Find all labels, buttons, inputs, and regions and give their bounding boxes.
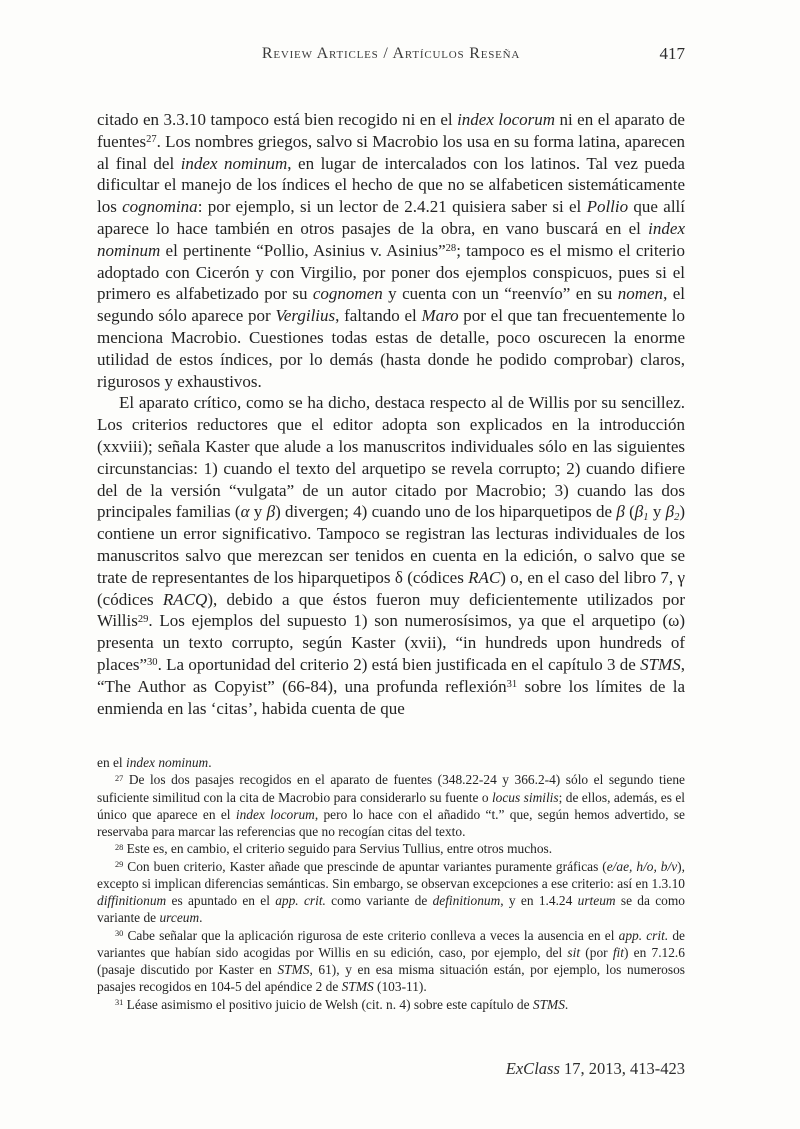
text-run: 17, 2013, 413-423 — [559, 1059, 685, 1078]
italic-text: app. crit. — [618, 927, 669, 943]
text-run: . — [199, 910, 203, 926]
superscript-note-ref: 29 — [115, 859, 124, 869]
italic-text: urceum — [159, 910, 200, 926]
italic-text: STMS — [532, 996, 565, 1012]
text-run: ) en 7.12.6 (pasaje discutido por Kaster en — [97, 944, 685, 977]
journal-citation — [97, 1059, 685, 1079]
italic-text: index locorum — [457, 110, 556, 129]
text-run: en el — [97, 755, 126, 770]
page-number: 417 — [659, 44, 685, 63]
footnote — [97, 927, 685, 996]
italic-text: Pollio — [586, 197, 629, 217]
text-run: ), excepto si implican diferencias semánticas. Sin embargo, se observan excepciones a ese criterio: así en 1.3.10 — [97, 858, 685, 891]
text-run: y — [249, 502, 267, 522]
article-body — [97, 109, 685, 719]
italic-text: nomen — [617, 284, 664, 304]
italic-text: STMS — [341, 979, 374, 995]
text-run: como variante de — [325, 893, 433, 908]
text-run: , el segundo sólo aparece por — [97, 284, 685, 326]
superscript-note-ref: 31 — [506, 678, 518, 690]
text-run: ; de ellos, además, es el único que aparece en el — [97, 789, 685, 822]
text-run: : por ejemplo, si un lector de 2.4.21 quisiera saber si el — [197, 197, 587, 217]
text-run: Cabe señalar que la aplicación rigurosa de este criterio conlleva a veces la ausencia en el — [123, 927, 619, 943]
superscript-note-ref: 29 — [137, 613, 149, 625]
superscript-note-ref: 28 — [115, 842, 124, 852]
superscript-note-ref: 30 — [115, 928, 124, 938]
superscript-note-ref: 30 — [147, 657, 158, 669]
italic-text: RACQ — [162, 589, 208, 609]
subscript: 1 — [643, 512, 649, 524]
italic-text: α — [240, 502, 250, 522]
text-run: . — [564, 996, 569, 1012]
text-run: ) contiene un error significativo. Tampoco se registran las lecturas individuales de los manuscritos salvo que merezcan ser tenidos en cuenta en la edición, o salvo que se trate de representantes de los hiparquetipos δ (códices — [97, 502, 686, 587]
italic-text: urteum — [577, 893, 616, 908]
italic-text: β — [634, 502, 644, 522]
text-run: citado en 3.3.10 tampoco está bien recogido ni en el — [97, 110, 458, 129]
text-run: Léase asimismo el positivo juicio de Welsh (cit. n. 4) sobre este capítulo de — [123, 996, 533, 1012]
text-run: , faltando el — [335, 306, 422, 326]
text-run: De los dos pasajes recogidos en el aparato de fuentes (348.22-24 y 366.2-4) sólo el segundo tiene suficiente similitud con la cita de Macrobio para considerarlo su fuente o — [97, 772, 685, 805]
body-paragraph — [97, 392, 685, 719]
text-run: se da como variante de — [97, 893, 685, 926]
text-run: (por — [580, 944, 613, 960]
footnote — [97, 840, 685, 857]
text-run: ni en el aparato de fuentes — [97, 110, 685, 151]
running-head-title: Review Articles / Artículos Reseña — [261, 45, 521, 62]
text-run: es apuntado en el — [166, 893, 276, 908]
italic-text: STMS — [640, 654, 681, 674]
italic-text: cognomina — [122, 197, 198, 217]
text-run: (103-11). — [373, 979, 427, 995]
footnote — [97, 858, 685, 927]
text-run: ), debido a que éstos fueron muy deficientemente utilizados por Willis — [97, 589, 686, 631]
footnote — [97, 996, 685, 1013]
italic-text: index nominum — [126, 755, 209, 770]
body-paragraph — [97, 109, 685, 392]
text-run: , 61), y en esa misma situación están, por ejemplo, los numerosos pasajes recogidos en 104-5 del apéndice 2 de — [97, 962, 685, 995]
text-run: ) divergen; 4) cuando uno de los hiparquetipos de — [275, 502, 617, 522]
text-run: , y en 1.4.24 — [500, 893, 578, 908]
text-run: por el que tan frecuentemente lo menciona Macrobio. Cuestiones todas estas de detalle, poco oscurecen la enorme utilidad de estos índices, por lo demás (hasta donde he podido comprobar) claros, rigurosos y exhaustivos. — [97, 306, 685, 391]
footnote — [97, 771, 685, 840]
text-run: ( — [624, 502, 635, 522]
italic-text: e/ae, h/o, b/v — [606, 858, 678, 874]
italic-text: index nominum — [180, 153, 288, 173]
text-run: sobre los límites de la enmienda en las ‘citas’, habida cuenta de que — [97, 676, 685, 718]
italic-text: definitionum — [432, 893, 501, 908]
subscript: 2 — [674, 512, 680, 524]
italic-text: RAC — [468, 567, 501, 587]
italic-text: β — [665, 502, 675, 522]
italic-text: index locorum — [235, 806, 315, 822]
running-head — [97, 45, 685, 67]
superscript-note-ref: 28 — [445, 243, 457, 255]
text-run: de variantes que habían sido acogidas por Willis en su edición, caso, por ejemplo, del — [97, 927, 685, 960]
superscript-note-ref: 27 — [115, 773, 124, 783]
text-run: y cuenta con un “reenvío” en su — [382, 284, 618, 304]
italic-text: locus similis — [491, 789, 559, 805]
italic-text: app. crit. — [275, 893, 326, 908]
footnote — [97, 754, 685, 771]
italic-text: index nominum — [97, 218, 685, 260]
text-run: . La oportunidad del criterio 2) está bien justificada en el capítulo 3 de — [157, 654, 641, 674]
italic-text: β — [616, 502, 625, 522]
text-run: y — [648, 502, 666, 522]
text-run: ) o, en el caso del libro 7, γ (códices — [97, 567, 685, 609]
italic-text: diffinitionum — [97, 893, 167, 908]
text-run: , en lugar de intercalados con los latinos. Tal vez pueda dificultar el manejo de los índices el hecho de que no se alfabeticen sistemáticamente los — [97, 153, 685, 217]
italic-text: Vergilius — [275, 306, 336, 326]
text-run: , pero lo hace con el añadido “t.” que, según hemos advertido, se reservaba para marcar las referencias que no recogían citas del texto. — [97, 806, 685, 839]
italic-text: ExClass — [505, 1059, 560, 1078]
text-run: . Los nombres griegos, salvo si Macrobio los usa en su forma latina, aparecen al final del — [97, 131, 685, 173]
italic-text: cognomen — [312, 284, 383, 304]
italic-text: sit — [567, 944, 581, 960]
footnotes-block — [97, 754, 685, 1013]
italic-text: fit — [612, 944, 624, 960]
text-run: . Los ejemplos del supuesto 1) son numerosísimos, ya que el arquetipo (ω) presenta un texto corrupto, según Kaster (xvii), “in hundreds upon hundreds of places” — [97, 611, 685, 674]
text-run: ; tampoco es el mismo el criterio adoptado con Cicerón y con Virgilio, por poner dos ejemplos conspicuos, pues si el primero es alfabetizado por su — [97, 240, 685, 304]
italic-text: β — [266, 502, 276, 522]
text-run: El aparato crítico, como se ha dicho, destaca respecto al de Willis por su sencillez. Los criterios reductores que el editor adopta son explicados en la introducción (xxviii); señala Kaster que alude a los manuscritos individuales sólo en las siguientes circunstancias: 1) cuando el texto del arquetipo se revela corrupto; 2) cuando difiere del de la versión “vulgata” de un autor citado por Macrobio; 3) cuando las dos principales familias ( — [97, 393, 685, 522]
text-run: , “The Author as Copyist” (66-84), una profunda reflexión — [97, 654, 685, 696]
text-run: el pertinente “Pollio, Asinius v. Asinius” — [160, 240, 446, 260]
text-run: . — [208, 755, 212, 770]
text-run: que allí aparece lo hace también en otros pasajes de la obra, en vano buscará en el — [97, 197, 685, 238]
superscript-note-ref: 27 — [146, 134, 157, 146]
superscript-note-ref: 31 — [115, 997, 124, 1007]
text-run: Con buen criterio, Kaster añade que prescinde de apuntar variantes puramente gráficas ( — [123, 858, 607, 874]
italic-text: Maro — [421, 306, 459, 326]
text-run: Este es, en cambio, el criterio seguido para Servius Tullius, entre otros muchos. — [123, 841, 553, 857]
italic-text: STMS — [277, 962, 310, 977]
